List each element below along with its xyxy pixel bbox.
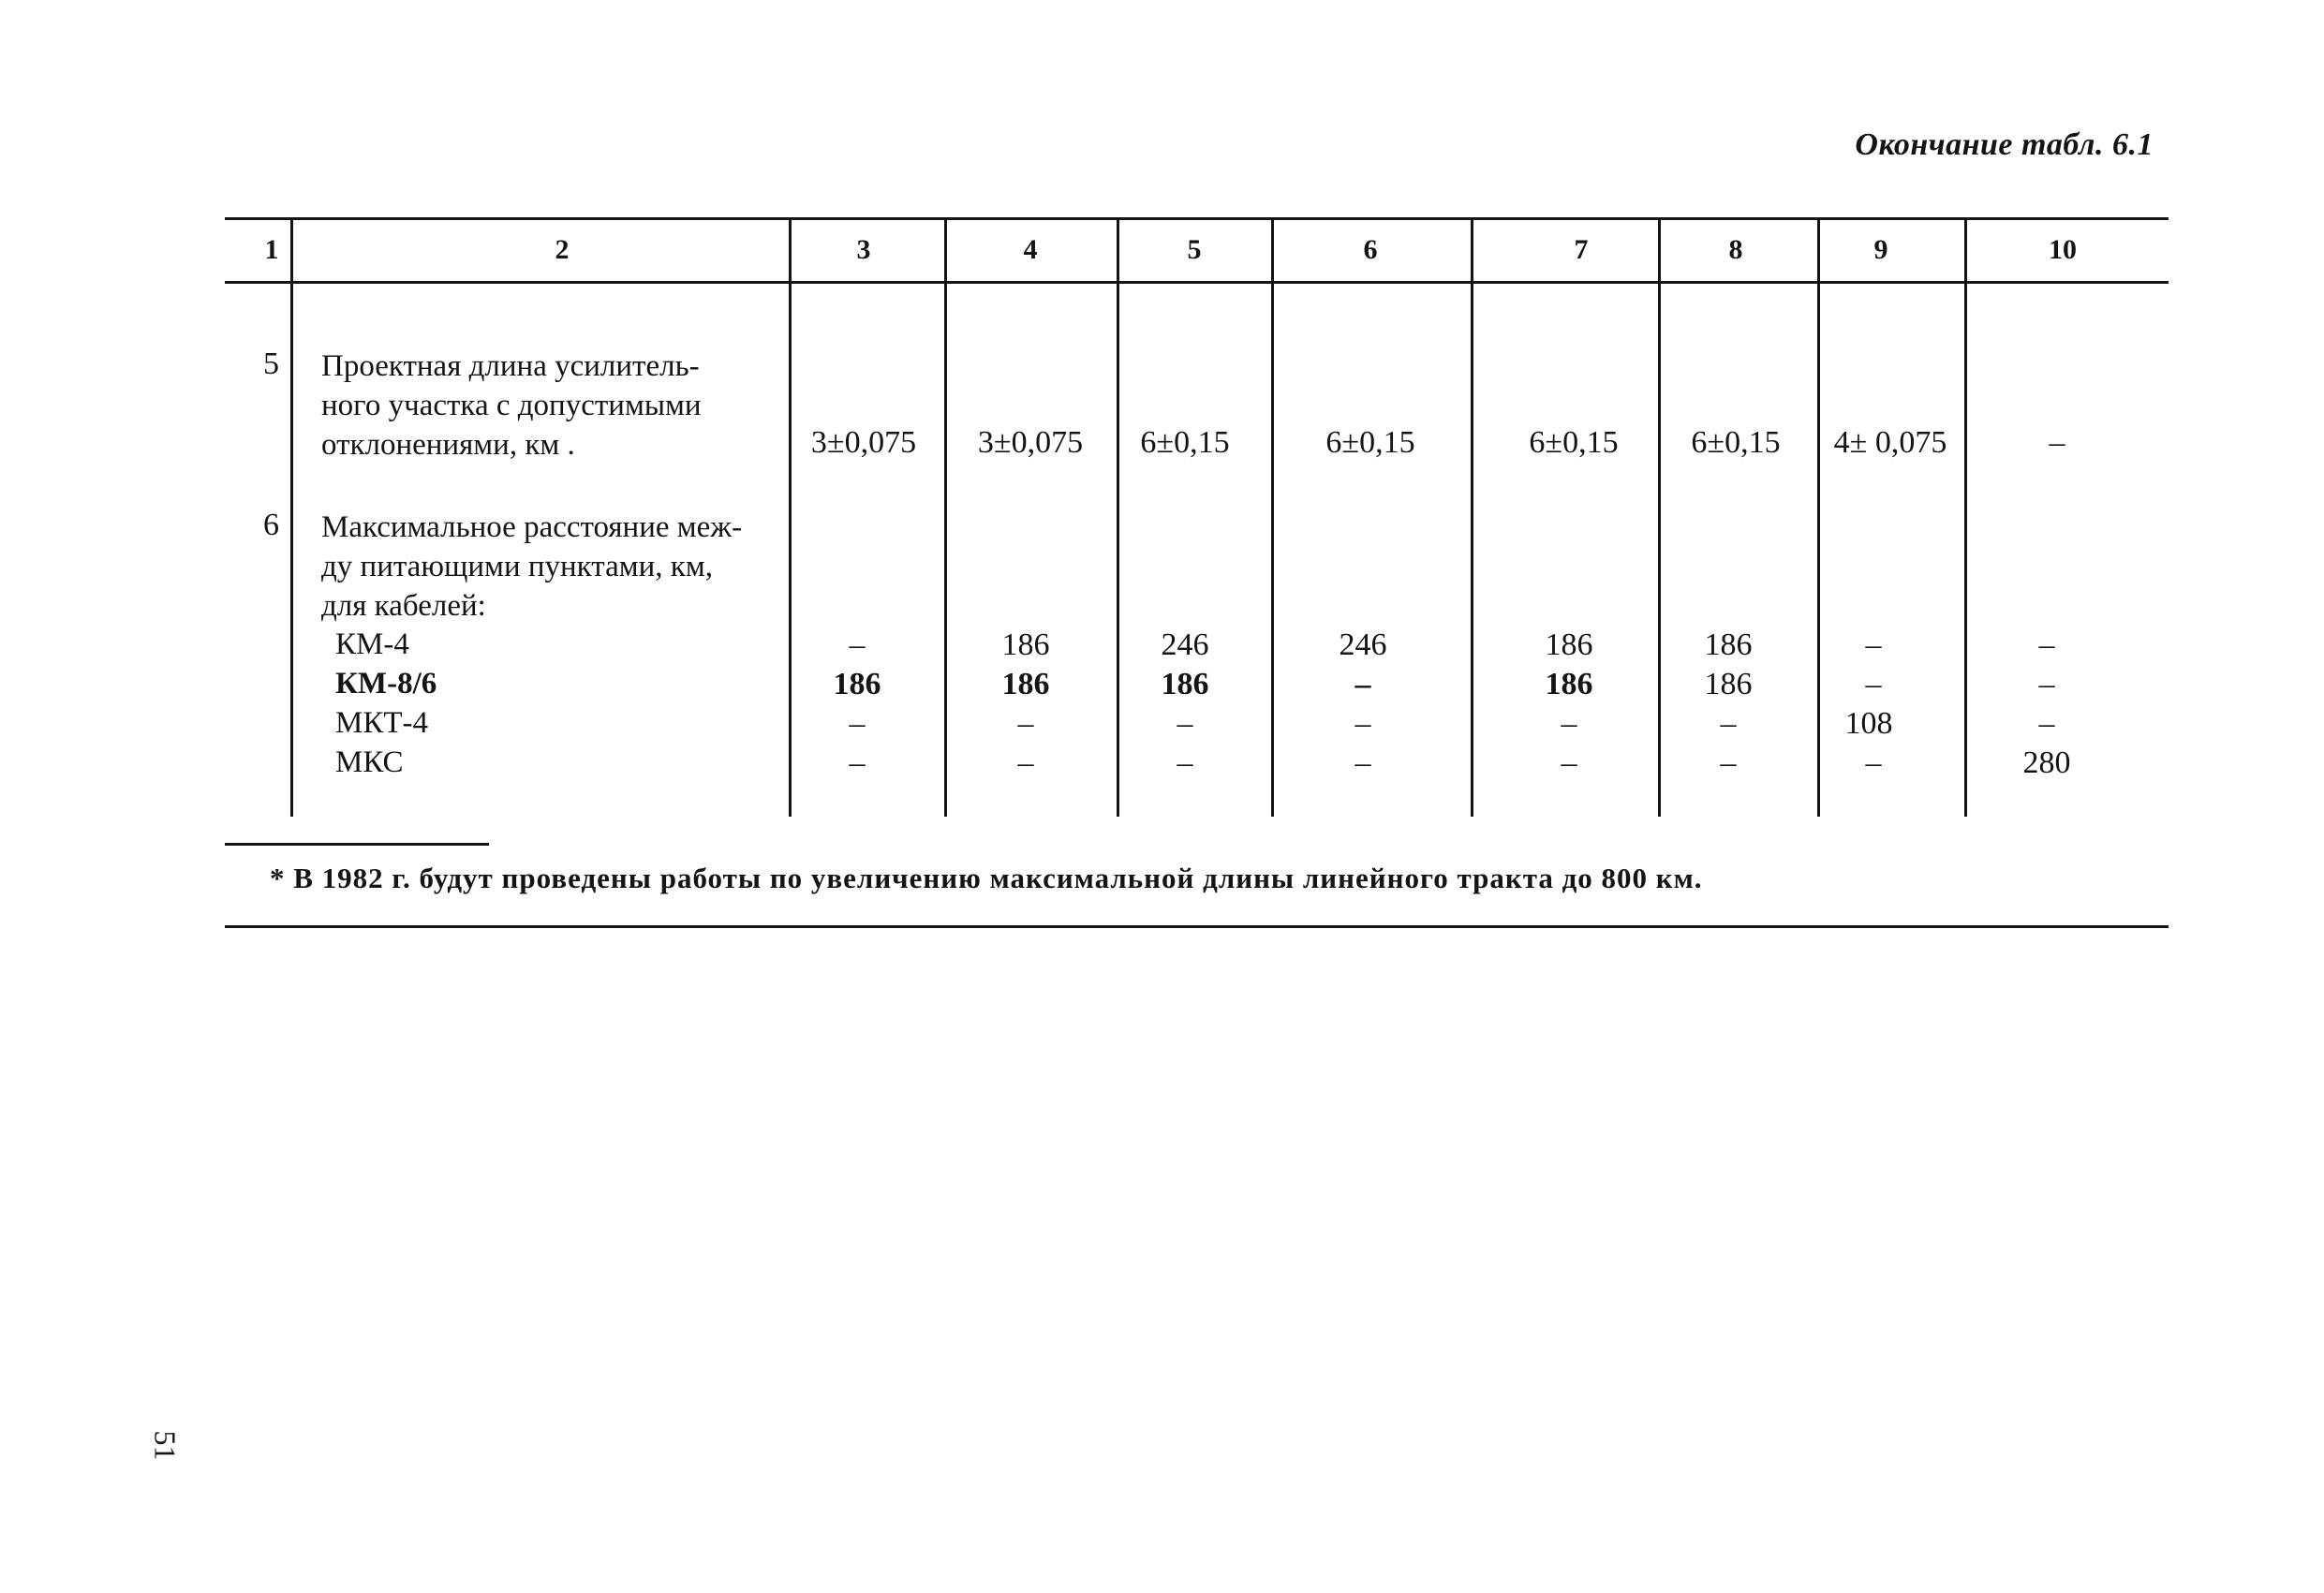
table-cell: 186	[1161, 667, 1209, 701]
table-cell: –	[1561, 706, 1577, 741]
column-header: 9	[1873, 234, 1888, 265]
table-cell: –	[2049, 425, 2065, 460]
table-cell: –	[1720, 706, 1737, 741]
table-cell: –	[1354, 745, 1371, 780]
table-bottom-rule	[225, 925, 2169, 928]
cable-name: КМ-4	[335, 627, 409, 661]
cable-name: КМ-8/6	[335, 667, 437, 701]
table-caption: Окончание табл. 6.1	[1855, 127, 2154, 162]
table-cell: 186	[1001, 667, 1050, 701]
table-cell: 6±0,15	[1691, 425, 1781, 460]
table-cell: –	[1865, 745, 1882, 780]
table-cell: –	[1561, 745, 1577, 780]
column-header: 5	[1187, 234, 1202, 265]
table-cell: –	[1177, 706, 1193, 741]
table-cell: –	[1017, 706, 1034, 741]
cable-name: МКС	[335, 745, 404, 779]
table-top-rule	[225, 217, 2169, 220]
table-cell: 3±0,075	[977, 425, 1084, 460]
column-header: 4	[1023, 234, 1038, 265]
table-cell: –	[1354, 667, 1371, 701]
footnote-separator	[225, 843, 489, 846]
table-cell: –	[1865, 667, 1882, 701]
table-cell: 186	[1704, 627, 1753, 662]
row-description-line: отклонениями, км .	[321, 428, 575, 462]
table-cell: 6±0,15	[1529, 425, 1619, 460]
row-description-line: Проектная длина усилитель-	[321, 349, 700, 383]
table-cell: –	[849, 627, 866, 662]
table-cell: –	[849, 745, 866, 780]
table-cell: –	[849, 706, 866, 741]
row-description-line: Максимальное расстояние меж-	[321, 510, 743, 544]
table-cell: 186	[1545, 627, 1593, 662]
table-cell: 186	[1001, 627, 1050, 662]
row-description-line: ду питающими пунктами, км,	[321, 550, 713, 583]
column-header: 2	[555, 234, 570, 265]
table-cell: 246	[1161, 627, 1209, 662]
column-header: 7	[1574, 234, 1589, 265]
table-cell: –	[2038, 706, 2055, 741]
table-cell: 3±0,075	[810, 425, 917, 460]
row-number: 6	[263, 508, 279, 542]
table-cell: –	[2038, 667, 2055, 701]
row-number: 5	[263, 347, 279, 381]
page-number: 51	[148, 1430, 183, 1461]
column-header: 3	[856, 234, 871, 265]
row-description-line: для кабелей:	[321, 589, 486, 623]
column-separator	[290, 217, 293, 817]
table-cell: 6±0,15	[1140, 425, 1230, 460]
column-header: 1	[264, 234, 279, 265]
table-cell: 4± 0,075	[1833, 425, 1947, 460]
column-header: 8	[1728, 234, 1743, 265]
table-cell: 108	[1844, 706, 1893, 741]
table-cell: –	[2038, 627, 2055, 662]
table-cell: –	[1177, 745, 1193, 780]
footnote: * В 1982 г. будут проведены работы по увеличению максимальной длины линейного тракта до 800 км.	[270, 862, 1703, 894]
column-header: 10	[2049, 234, 2077, 265]
table-cell: –	[1865, 627, 1882, 662]
table-cell: 6±0,15	[1325, 425, 1415, 460]
table-cell: 186	[833, 667, 881, 701]
row-description-line: ного участка с допустимыми	[321, 389, 702, 422]
column-header: 6	[1363, 234, 1378, 265]
table-cell: –	[1354, 706, 1371, 741]
table-cell: 246	[1339, 627, 1387, 662]
table-cell: 280	[2022, 745, 2071, 780]
table-cell: 186	[1545, 667, 1593, 701]
table-cell: –	[1017, 745, 1034, 780]
cable-name: МКТ-4	[335, 706, 428, 740]
column-separator	[1471, 217, 1473, 817]
table-cell: –	[1720, 745, 1737, 780]
header-bottom-rule	[225, 281, 2169, 284]
table-cell: 186	[1704, 667, 1753, 701]
